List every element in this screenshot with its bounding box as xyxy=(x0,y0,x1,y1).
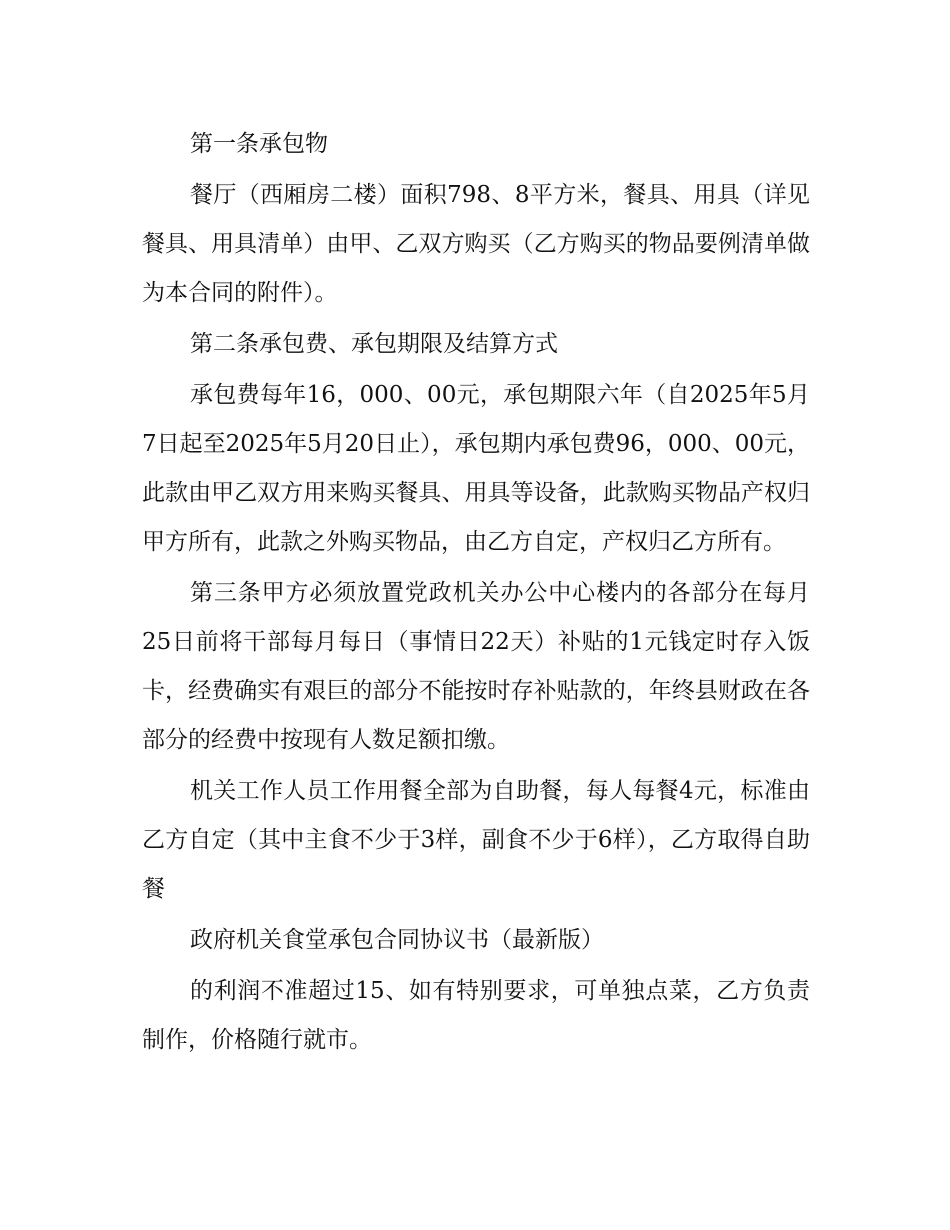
profit-limit-paragraph: 的利润不准超过15、如有特别要求，可单独点菜，乙方负责制作，价格随行就市。 xyxy=(142,978,810,1053)
document-body xyxy=(142,120,810,1067)
article-1-body: 餐厅（西厢房二楼）面积798、8平方米，餐具、用具（详见餐具、用具清单）由甲、乙双方购买（乙方购买的物品要例清单做为本合同的附件）。 xyxy=(142,182,810,306)
document-title-line: 政府机关食堂承包合同协议书（最新版） xyxy=(190,927,604,953)
article-3-body: 第三条甲方必须放置党政机关办公中心楼内的各部分在每月25日前将干部每月每日（事情日22天）补贴的1元钱定时存入饭卡，经费确实有艰巨的部分不能按时存补贴款的，年终县财政在各部分的经费中按现有人数足额扣缴。 xyxy=(142,580,810,753)
article-2-body: 承包费每年16，000、00元，承包期限六年（自2025年5月7日起至2025年5月20日止），承包期内承包费96，000、00元，此款由甲乙双方用来购买餐具、用具等设备，此款购买物品产权归甲方所有，此款之外购买物品，由乙方自定，产权归乙方所有。 xyxy=(142,382,810,555)
article-2-heading: 第二条承包费、承包期限及结算方式 xyxy=(190,331,558,357)
article-1-heading: 第一条承包物 xyxy=(190,131,328,157)
meal-standard-paragraph: 机关工作人员工作用餐全部为自助餐，每人每餐4元，标准由乙方自定（其中主食不少于3样，副食不少于6样），乙方取得自助餐 xyxy=(142,778,810,902)
